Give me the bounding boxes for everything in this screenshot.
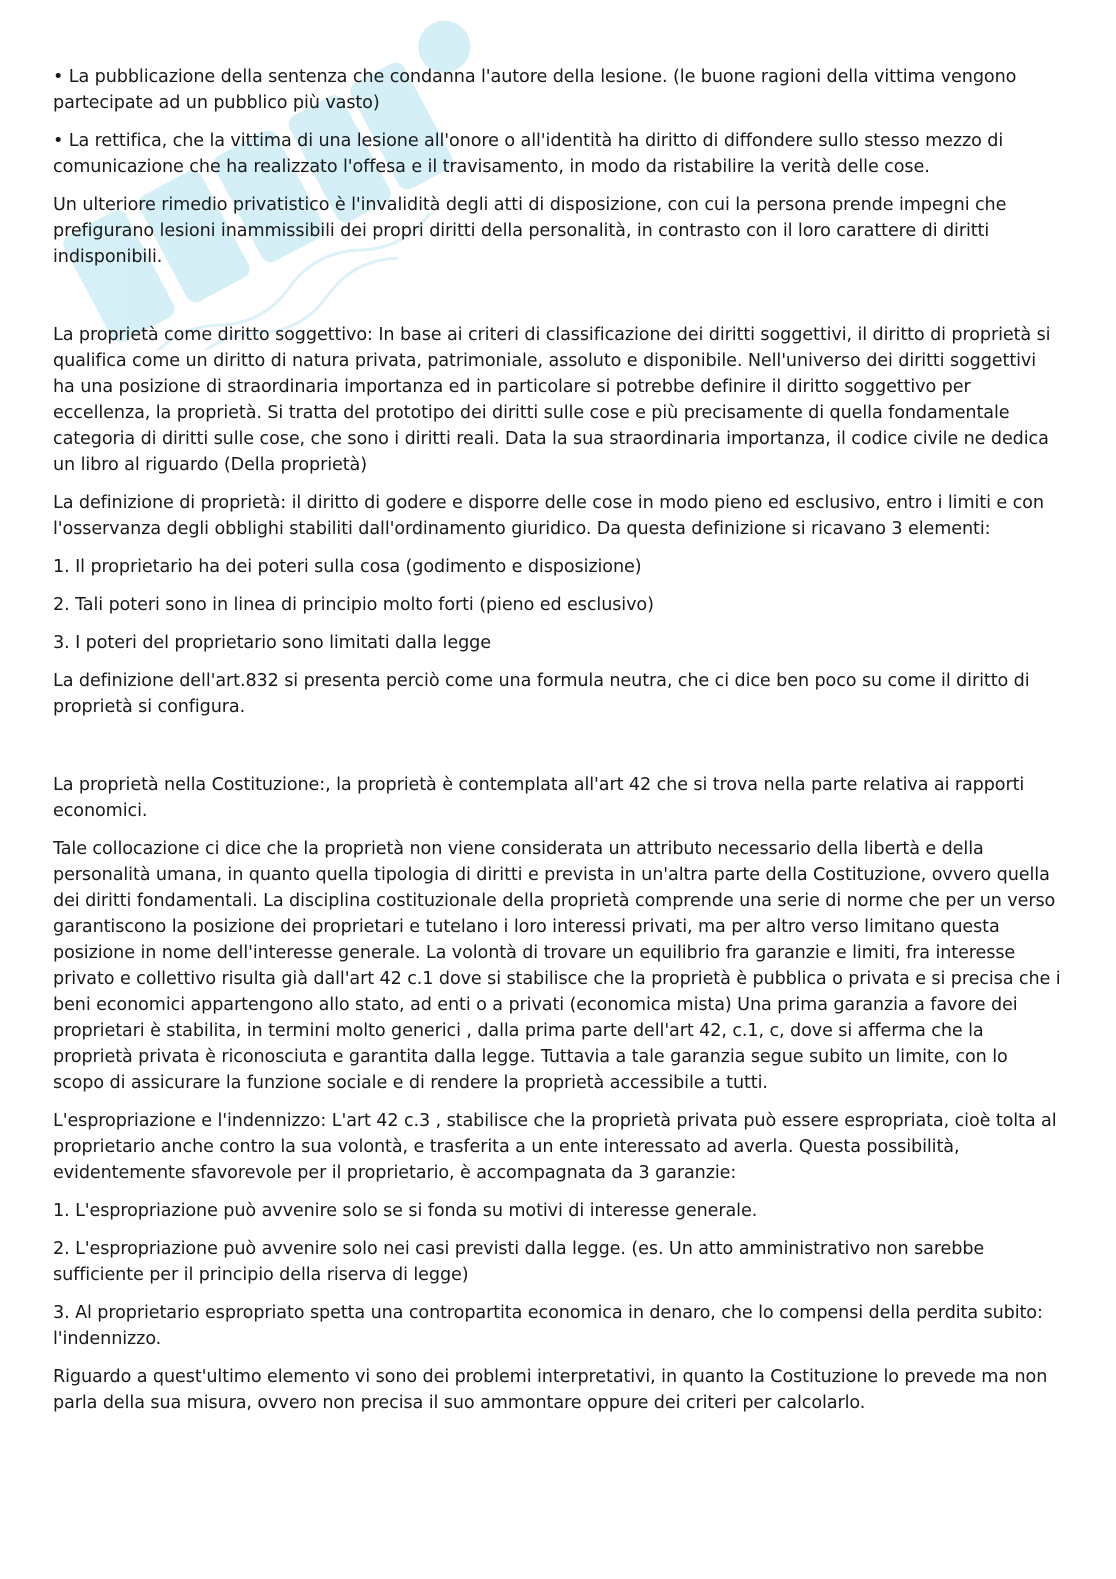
paragraph-publication: • La pubblicazione della sentenza che condanna l'autore della lesione. (le buone ragioni della vittima vengono partecipate ad un pubblico più vasto): [53, 67, 1017, 113]
section-gap: [53, 732, 1063, 772]
list-item-1: 1. L'espropriazione può avvenire solo se si fonda su motivi di interesse generale.: [53, 1201, 758, 1221]
section-remedies: [53, 64, 1063, 270]
paragraph-constitution-discipline: Tale collocazione ci dice che la proprietà non viene considerata un attributo necessario della libertà e della personalità umana, in quanto quella tipologia di diritti e prevista in un'altra parte della Costituzione, ovvero quella dei diritti fondamentali. La disciplina costituzionale della proprietà comprende una serie di norme che per un verso garantiscono la posizione dei proprietari e tutelano i loro interessi privati, ma per altro verso limitano questa posizione in nome dell'interesse generale. La volontà di trovare un equilibrio fra garanzie e limiti, fra interesse privato e collettivo risulta già dall'art 42 c.1 dove si stabilisce che la proprietà è pubblica o privata e si precisa che i beni economici appartengono allo stato, ad enti o a privati (economica mista) Una prima garanzia a favore dei proprietari è stabilita, in termini molto generici , dalla prima parte dell'art 42, c.1, c, dove si afferma che la proprietà privata è riconosciuta e garantita dalla legge. Tuttavia a tale garanzia segue subito un limite, con lo scopo di assicurare la funzione sociale e di rendere la proprietà accessibile a tutti.: [53, 839, 1061, 1093]
list-item-3: 3. I poteri del proprietario sono limitati dalla legge: [53, 633, 491, 653]
section-constitution: [53, 772, 1063, 1416]
list-item-1: 1. Il proprietario ha dei poteri sulla cosa (godimento e disposizione): [53, 557, 642, 577]
document-page: [53, 64, 1063, 1428]
section-gap: [53, 282, 1063, 322]
section-property-right: [53, 322, 1063, 720]
paragraph-art-832: La definizione dell'art.832 si presenta perciò come una formula neutra, che ci dice ben poco su come il diritto di proprietà si configura.: [53, 671, 1030, 717]
list-item-2: 2. Tali poteri sono in linea di principio molto forti (pieno ed esclusivo): [53, 595, 654, 615]
paragraph-expropriation: L'espropriazione e l'indennizzo: L'art 42 c.3 , stabilisce che la proprietà privata può essere espropriata, cioè tolta al proprietario anche contro la sua volontà, e trasferita a un ente interessato ad averla. Questa possibilità, evidentemente sfavorevole per il proprietario, è accompagnata da 3 garanzie:: [53, 1111, 1057, 1183]
list-item-3: 3. Al proprietario espropriato spetta una contropartita economica in denaro, che lo compensi della perdita subito: l'indennizzo.: [53, 1303, 1043, 1349]
paragraph-constitution-intro: La proprietà nella Costituzione:, la proprietà è contemplata all'art 42 che si trova nella parte relativa ai rapporti economici.: [53, 775, 1025, 821]
paragraph-rectification: • La rettifica, che la vittima di una lesione all'onore o all'identità ha diritto di diffondere sullo stesso mezzo di comunicazione che ha realizzato l'offesa e il travisamento, in modo da ristabilire la verità delle cose.: [53, 131, 1004, 177]
paragraph-property-definition: La definizione di proprietà: il diritto di godere e disporre delle cose in modo pieno ed esclusivo, entro i limiti e con l'osservanza degli obblighi stabiliti dall'ordinamento giuridico. Da questa definizione si ricavano 3 elementi:: [53, 493, 1044, 539]
list-item-2: 2. L'espropriazione può avvenire solo nei casi previsti dalla legge. (es. Un atto amministrativo non sarebbe sufficiente per il principio della riserva di legge): [53, 1239, 985, 1285]
paragraph-property-subjective-right: La proprietà come diritto soggettivo: In base ai criteri di classificazione dei diritti soggettivi, il diritto di proprietà si qualifica come un diritto di natura privata, patrimoniale, assoluto e disponibile. Nell'universo dei diritti soggettivi ha una posizione di straordinaria importanza ed in particolare si potrebbe definire il diritto soggettivo per eccellenza, la proprietà. Si tratta del prototipo dei diritti sulle cose e più precisamente di quella fondamentale categoria di diritti sulle cose, che sono i diritti reali. Data la sua straordinaria importanza, il codice civile ne dedica un libro al riguardo (Della proprietà): [53, 325, 1051, 475]
paragraph-indemnity-issues: Riguardo a quest'ultimo elemento vi sono dei problemi interpretativi, in quanto la Costituzione lo prevede ma non parla della sua misura, ovvero non precisa il suo ammontare oppure dei criteri per calcolarlo.: [53, 1367, 1048, 1413]
paragraph-invalidity: Un ulteriore rimedio privatistico è l'invalidità degli atti di disposizione, con cui la persona prende impegni che prefigurano lesioni inammissibili dei propri diritti della personalità, in contrasto con il loro carattere di diritti indisponibili.: [53, 195, 1007, 267]
